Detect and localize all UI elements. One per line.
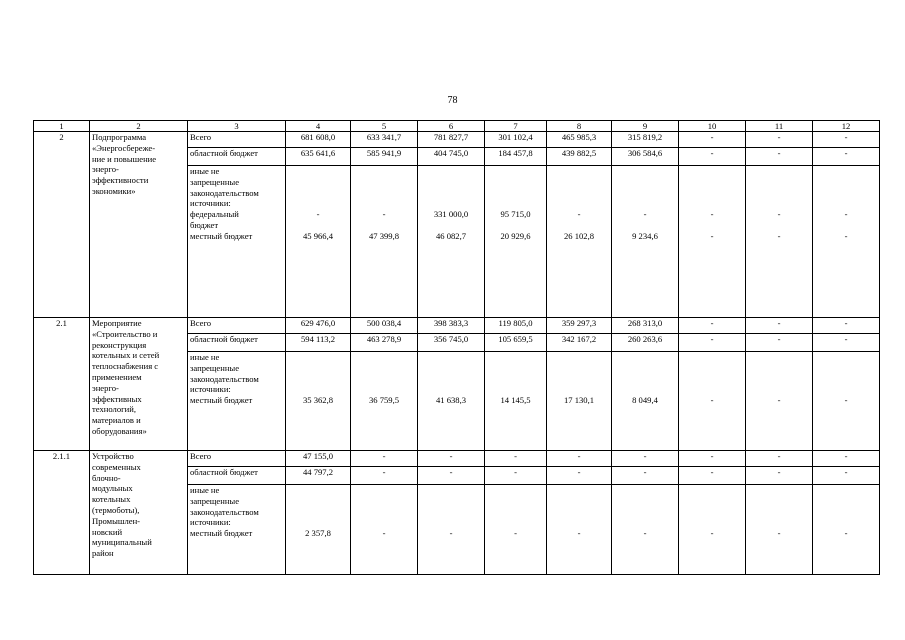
value-line <box>681 198 743 209</box>
funding-source-label: областной бюджет <box>188 467 286 485</box>
value-line <box>353 517 415 528</box>
value-line <box>288 374 348 385</box>
value-line <box>748 188 810 199</box>
value-line <box>549 507 609 518</box>
value-cell-col-8: 342 167,2 <box>547 334 612 352</box>
value-line: 46 082,7 <box>435 230 467 241</box>
value-line <box>815 496 877 507</box>
budget-table <box>33 120 880 575</box>
column-header-12: 12 <box>813 121 880 132</box>
value-cell-col-6: - <box>418 467 485 485</box>
value-line: - <box>382 528 386 539</box>
value-line <box>420 485 482 496</box>
value-line <box>288 517 348 528</box>
value-line: 41 638,3 <box>435 395 467 406</box>
value-line <box>815 374 877 385</box>
value-line <box>420 517 482 528</box>
value-cell-col-4: 635 641,6 <box>286 148 351 166</box>
value-line <box>815 384 877 395</box>
value-cell-col-10: - <box>679 467 746 485</box>
value-line: 35 362,8 <box>302 395 334 406</box>
value-line <box>353 363 415 374</box>
value-line: - <box>844 209 848 220</box>
value-line <box>614 384 676 395</box>
program-code-cell: 2.1.1 <box>34 451 90 575</box>
value-cell-col-11 <box>746 352 813 451</box>
value-line <box>549 352 609 363</box>
value-cell-col-5: 633 341,7 <box>351 132 418 148</box>
value-line: - <box>643 209 647 220</box>
value-cell-col-9 <box>612 485 679 575</box>
value-line <box>288 363 348 374</box>
value-line <box>815 188 877 199</box>
value-cell-col-12: - <box>813 467 880 485</box>
value-line <box>614 517 676 528</box>
column-header-6: 6 <box>418 121 485 132</box>
value-cell-col-5: 585 941,9 <box>351 148 418 166</box>
program-code-cell: 2 <box>34 132 90 318</box>
value-line: - <box>316 209 320 220</box>
value-cell-col-5 <box>351 166 418 318</box>
value-line <box>681 517 743 528</box>
funding-source-label: Всего <box>188 132 286 148</box>
value-cell-col-7 <box>485 166 547 318</box>
value-cell-col-8: 359 297,3 <box>547 318 612 334</box>
value-cell-col-5: 463 278,9 <box>351 334 418 352</box>
value-cell-col-4: 629 476,0 <box>286 318 351 334</box>
value-line: - <box>577 209 581 220</box>
value-cell-col-8 <box>547 166 612 318</box>
value-line <box>614 177 676 188</box>
value-line <box>288 352 348 363</box>
value-cell-col-10 <box>679 166 746 318</box>
value-line: - <box>382 209 386 220</box>
value-line <box>614 166 676 177</box>
value-line <box>815 507 877 518</box>
value-line <box>815 177 877 188</box>
value-cell-col-7: - <box>485 451 547 467</box>
value-cell-col-8 <box>547 485 612 575</box>
value-cell-col-12: - <box>813 318 880 334</box>
value-line <box>681 384 743 395</box>
value-line: - <box>710 209 714 220</box>
value-cell-col-4: 594 113,2 <box>286 334 351 352</box>
page-number: 78 <box>447 95 458 106</box>
value-line: 8 049,4 <box>632 395 658 406</box>
value-cell-col-10: - <box>679 148 746 166</box>
value-line <box>549 485 609 496</box>
value-cell-col-12 <box>813 485 880 575</box>
value-cell-col-6 <box>418 485 485 575</box>
value-line <box>681 352 743 363</box>
value-line: 36 759,5 <box>368 395 400 406</box>
value-line <box>487 507 544 518</box>
value-line <box>487 198 544 209</box>
value-line <box>288 166 348 177</box>
value-cell-col-6: 356 745,0 <box>418 334 485 352</box>
value-line <box>487 485 544 496</box>
value-line <box>748 496 810 507</box>
value-line: - <box>577 528 581 539</box>
value-line <box>681 374 743 385</box>
value-line <box>681 177 743 188</box>
value-line <box>420 220 482 231</box>
value-line <box>288 507 348 518</box>
value-cell-col-11: - <box>746 451 813 467</box>
value-cell-col-4: 47 155,0 <box>286 451 351 467</box>
value-line <box>353 374 415 385</box>
value-line <box>815 198 877 209</box>
value-line: - <box>710 395 714 406</box>
value-cell-col-5 <box>351 352 418 451</box>
value-cell-col-6 <box>418 166 485 318</box>
column-number-header-row <box>34 121 880 132</box>
value-line <box>614 363 676 374</box>
value-line: 9 234,6 <box>632 230 658 241</box>
value-line: 95 715,0 <box>500 209 531 220</box>
value-line <box>549 188 609 199</box>
value-line <box>549 363 609 374</box>
value-line: - <box>844 395 848 406</box>
value-line <box>353 485 415 496</box>
value-cell-col-4 <box>286 166 351 318</box>
value-line <box>487 177 544 188</box>
value-line <box>353 177 415 188</box>
value-cell-col-9: 260 263,6 <box>612 334 679 352</box>
value-line <box>614 485 676 496</box>
program-name-cell: Подпрограмма «Энергосбереже- ние и повышение энерго- эффективности экономики» <box>90 132 188 318</box>
value-line: 45 966,4 <box>302 230 334 241</box>
value-cell-col-5 <box>351 485 418 575</box>
value-line <box>681 496 743 507</box>
value-cell-col-11 <box>746 166 813 318</box>
value-line <box>420 198 482 209</box>
value-cell-col-7: 119 805,0 <box>485 318 547 334</box>
value-line <box>353 166 415 177</box>
value-cell-col-5: 500 038,4 <box>351 318 418 334</box>
value-line <box>549 517 609 528</box>
value-line <box>748 374 810 385</box>
value-cell-col-7: - <box>485 467 547 485</box>
value-line <box>681 220 743 231</box>
value-line <box>681 507 743 518</box>
value-line <box>487 352 544 363</box>
value-cell-col-7: 105 659,5 <box>485 334 547 352</box>
table-row <box>34 451 880 467</box>
value-cell-col-7: 301 102,4 <box>485 132 547 148</box>
value-cell-col-11: - <box>746 467 813 485</box>
value-cell-col-11: - <box>746 318 813 334</box>
value-line: - <box>449 528 453 539</box>
program-code-cell: 2.1 <box>34 318 90 451</box>
value-line <box>815 166 877 177</box>
value-line: 26 102,8 <box>563 230 595 241</box>
value-line: - <box>710 230 714 241</box>
value-line <box>420 507 482 518</box>
value-line <box>681 166 743 177</box>
value-cell-col-4 <box>286 485 351 575</box>
value-line <box>748 177 810 188</box>
column-header-11: 11 <box>746 121 813 132</box>
column-header-8: 8 <box>547 121 612 132</box>
program-name-cell: Мероприятие «Строительство и реконструкция котельных и сетей теплоснабжения с применением энерго- эффективных технологий, материалов и оборудования» <box>90 318 188 451</box>
value-line: - <box>643 528 647 539</box>
value-line: - <box>844 230 848 241</box>
value-line <box>614 188 676 199</box>
funding-source-label: иные не запрещенные законодательством источники: местный бюджет <box>188 485 286 575</box>
program-name-cell: Устройство современных блочно- модульных котельных (термоботы), Промышлен- новский муниципальный район <box>90 451 188 575</box>
value-line <box>748 507 810 518</box>
funding-source-label: Всего <box>188 451 286 467</box>
value-line: - <box>777 528 781 539</box>
value-line <box>614 220 676 231</box>
table-row <box>34 318 880 334</box>
value-line <box>614 374 676 385</box>
value-line <box>748 220 810 231</box>
funding-source-label: областной бюджет <box>188 334 286 352</box>
value-line <box>420 384 482 395</box>
value-cell-col-10: - <box>679 132 746 148</box>
value-line <box>487 166 544 177</box>
value-cell-col-9: 268 313,0 <box>612 318 679 334</box>
value-line <box>549 198 609 209</box>
value-line: - <box>514 528 517 539</box>
value-line <box>288 496 348 507</box>
value-line <box>487 517 544 528</box>
value-line: - <box>777 209 781 220</box>
value-line <box>815 517 877 528</box>
value-cell-col-10 <box>679 352 746 451</box>
value-cell-col-11: - <box>746 132 813 148</box>
value-cell-col-8: 465 985,3 <box>547 132 612 148</box>
value-line <box>748 198 810 209</box>
column-header-10: 10 <box>679 121 746 132</box>
column-header-4: 4 <box>286 121 351 132</box>
value-cell-col-12 <box>813 352 880 451</box>
column-header-7: 7 <box>485 121 547 132</box>
value-line <box>288 188 348 199</box>
funding-source-label: областной бюджет <box>188 148 286 166</box>
value-cell-col-12: - <box>813 334 880 352</box>
value-cell-col-7: 184 457,8 <box>485 148 547 166</box>
value-cell-col-9: 315 819,2 <box>612 132 679 148</box>
value-cell-col-12: - <box>813 148 880 166</box>
column-header-5: 5 <box>351 121 418 132</box>
value-line <box>487 220 544 231</box>
table-row <box>34 132 880 148</box>
value-line <box>549 384 609 395</box>
column-header-3: 3 <box>188 121 286 132</box>
value-line: 14 145,5 <box>500 395 531 406</box>
value-cell-col-6 <box>418 352 485 451</box>
value-cell-col-9 <box>612 166 679 318</box>
value-line <box>815 363 877 374</box>
value-line <box>353 188 415 199</box>
value-line <box>681 188 743 199</box>
value-line <box>549 220 609 231</box>
value-line <box>420 374 482 385</box>
value-line <box>681 485 743 496</box>
value-line <box>549 166 609 177</box>
value-cell-col-9: - <box>612 467 679 485</box>
value-line <box>815 352 877 363</box>
value-line: - <box>710 528 714 539</box>
value-line <box>614 198 676 209</box>
value-line <box>614 507 676 518</box>
value-line <box>549 374 609 385</box>
value-line: 2 357,8 <box>305 528 331 539</box>
value-line <box>353 198 415 209</box>
value-line <box>288 198 348 209</box>
value-cell-col-6: - <box>418 451 485 467</box>
funding-source-label: иные не запрещенные законодательством источники: местный бюджет <box>188 352 286 451</box>
value-line <box>420 363 482 374</box>
value-cell-col-4 <box>286 352 351 451</box>
value-cell-col-8: - <box>547 451 612 467</box>
value-line <box>614 352 676 363</box>
value-cell-col-5: - <box>351 467 418 485</box>
value-line <box>549 177 609 188</box>
value-line: 20 929,6 <box>500 230 531 241</box>
value-cell-col-4: 681 608,0 <box>286 132 351 148</box>
value-cell-col-11: - <box>746 148 813 166</box>
value-cell-col-8: 439 882,5 <box>547 148 612 166</box>
column-header-9: 9 <box>612 121 679 132</box>
value-cell-col-12: - <box>813 451 880 467</box>
value-cell-col-10: - <box>679 451 746 467</box>
value-line <box>353 384 415 395</box>
value-cell-col-6: 404 745,0 <box>418 148 485 166</box>
value-line <box>288 384 348 395</box>
value-line <box>353 352 415 363</box>
value-line <box>748 166 810 177</box>
funding-source-label: иные не запрещенные законодательством источники: федеральный бюджет местный бюджет <box>188 166 286 318</box>
value-cell-col-12: - <box>813 132 880 148</box>
value-line <box>614 496 676 507</box>
value-cell-col-4: 44 797,2 <box>286 467 351 485</box>
value-cell-col-9: - <box>612 451 679 467</box>
value-line <box>815 485 877 496</box>
value-line <box>288 485 348 496</box>
value-cell-col-5: - <box>351 451 418 467</box>
value-line <box>420 177 482 188</box>
value-line <box>748 352 810 363</box>
value-cell-col-10: - <box>679 334 746 352</box>
value-cell-col-7 <box>485 352 547 451</box>
value-line <box>487 188 544 199</box>
value-line <box>487 496 544 507</box>
value-line <box>487 374 544 385</box>
value-cell-col-9: 306 584,6 <box>612 148 679 166</box>
value-cell-col-11 <box>746 485 813 575</box>
value-cell-col-7 <box>485 485 547 575</box>
value-line <box>748 384 810 395</box>
value-line <box>681 363 743 374</box>
value-line <box>748 485 810 496</box>
value-line <box>748 363 810 374</box>
value-line: - <box>777 230 781 241</box>
value-cell-col-11: - <box>746 334 813 352</box>
value-line <box>420 496 482 507</box>
value-line <box>420 166 482 177</box>
value-line <box>288 177 348 188</box>
value-line <box>420 352 482 363</box>
value-cell-col-9 <box>612 352 679 451</box>
value-line: - <box>844 528 848 539</box>
value-line <box>748 517 810 528</box>
funding-source-label: Всего <box>188 318 286 334</box>
value-line <box>420 188 482 199</box>
value-cell-col-8 <box>547 352 612 451</box>
value-line: 331 000,0 <box>433 209 469 220</box>
value-line <box>815 220 877 231</box>
value-cell-col-6: 781 827,7 <box>418 132 485 148</box>
value-line <box>487 363 544 374</box>
value-cell-col-6: 398 383,3 <box>418 318 485 334</box>
value-cell-col-10 <box>679 485 746 575</box>
value-line <box>288 220 348 231</box>
value-cell-col-12 <box>813 166 880 318</box>
column-header-1: 1 <box>34 121 90 132</box>
value-line: - <box>777 395 781 406</box>
value-cell-col-8: - <box>547 467 612 485</box>
value-line <box>487 384 544 395</box>
value-line <box>549 496 609 507</box>
value-line: 17 130,1 <box>563 395 595 406</box>
value-line <box>353 507 415 518</box>
value-line <box>353 220 415 231</box>
column-header-2: 2 <box>90 121 188 132</box>
value-cell-col-10: - <box>679 318 746 334</box>
value-line: 47 399,8 <box>368 230 400 241</box>
value-line <box>353 496 415 507</box>
